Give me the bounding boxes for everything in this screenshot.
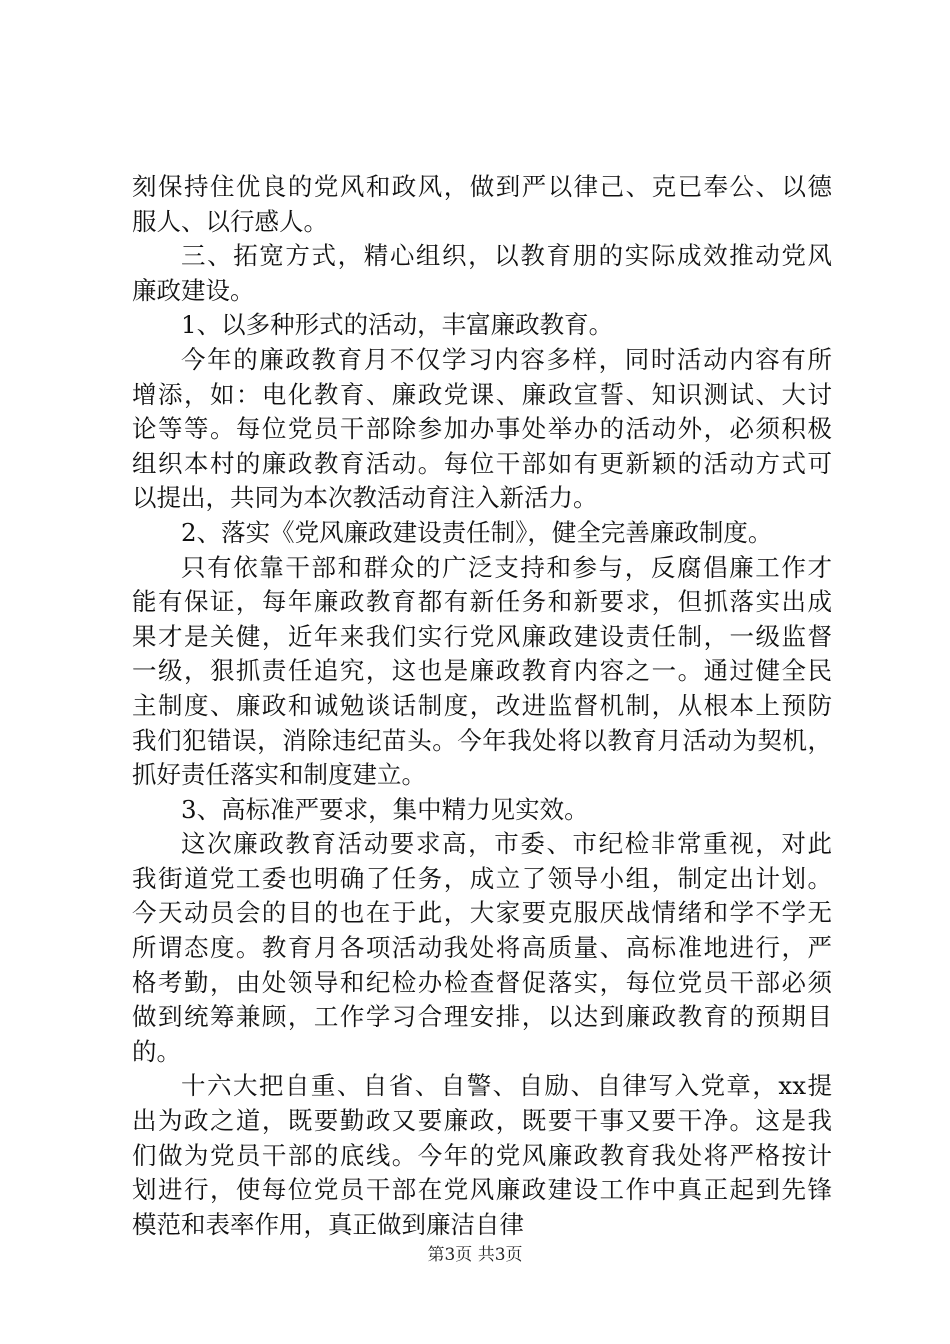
text-line: 3、高标准严要求，集中精力见实效。 (181, 794, 589, 824)
text-line: 刻保持住优良的党风和政风，做到严以律己、克已奉公、以德 (132, 172, 832, 201)
text-line: 们做为党员干部的底线。今年的党风廉政教育我处将严格按计 (132, 1140, 832, 1170)
text-line: 做到统筹兼顾，工作学习合理安排，以达到廉政教育的预期目 (132, 1002, 832, 1032)
text-line: 今年的廉政教育月不仅学习内容多样，同时活动内容有所 (181, 344, 832, 374)
text-line: 划进行，使每位党员干部在党风廉政建设工作中真正起到先锋 (132, 1175, 832, 1205)
text-line: 我街道党工委也明确了任务，成立了领导小组，制定出计划。 (132, 863, 832, 893)
text-line: 增添，如：电化教育、廉政党课、廉政宣誓、知识测试、大讨 (132, 379, 832, 409)
text-line: 今天动员会的目的也在于此，大家要克服厌战情绪和学不学无 (132, 898, 832, 928)
text-line: 果才是关健，近年来我们实行党风廉政建设责任制，一级监督 (132, 621, 832, 651)
text-line: 以提出，共同为本次教活动育注入新活力。 (132, 483, 598, 513)
text-line: 1、以多种形式的活动，丰富廉政教育。 (181, 310, 614, 340)
text-line: 这次廉政教育活动要求高，市委、市纪检非常重视，对此 (181, 829, 832, 859)
text-line: 出为政之道，既要勤政又要廉政，既要干事又要干净。这是我 (132, 1106, 832, 1136)
text-line: 三、拓宽方式，精心组织，以教育朋的实际成效推动党风 (181, 241, 832, 271)
text-line: 格考勤，由处领导和纪检办检查督促落实，每位党员干部必须 (132, 967, 832, 997)
text-line: 廉政建设。 (132, 275, 255, 305)
text-line: 我们犯错误，消除违纪苗头。今年我处将以教育月活动为契机， (132, 725, 832, 755)
text-line: 2、落实《党风廉政建设责任制》，健全完善廉政制度。 (181, 517, 773, 547)
text-line: 一级，狠抓责任追究，这也是廉政教育内容之一。通过健全民 (132, 656, 832, 686)
text-line: 所谓态度。教育月各项活动我处将高质量、高标准地进行，严 (132, 933, 832, 963)
text-line: 组织本村的廉政教育活动。每位干部如有更新颖的活动方式可 (132, 448, 832, 478)
page-footer: 第3页 共3页 (427, 1245, 523, 1265)
text-line: 的。 (132, 1036, 181, 1066)
document-body (132, 170, 832, 1242)
text-line: 服人、以行感人。 (132, 206, 328, 236)
text-line: 能有保证，每年廉政教育都有新任务和新要求，但抓落实出成 (132, 587, 832, 617)
text-line: 模范和表率作用，真正做到廉洁自律 (132, 1209, 524, 1239)
text-line: 十六大把自重、自省、自警、自励、自律写入党章，xx提 (181, 1071, 832, 1101)
text-line: 只有依靠干部和群众的广泛支持和参与，反腐倡廉工作才 (181, 552, 832, 582)
text-line: 抓好责任落实和制度建立。 (132, 760, 426, 790)
text-line: 主制度、廉政和诚勉谈话制度，改进监督机制，从根本上预防 (132, 690, 832, 720)
text-line: 论等等。每位党员干部除参加办事处举办的活动外，必须积极 (132, 414, 832, 444)
